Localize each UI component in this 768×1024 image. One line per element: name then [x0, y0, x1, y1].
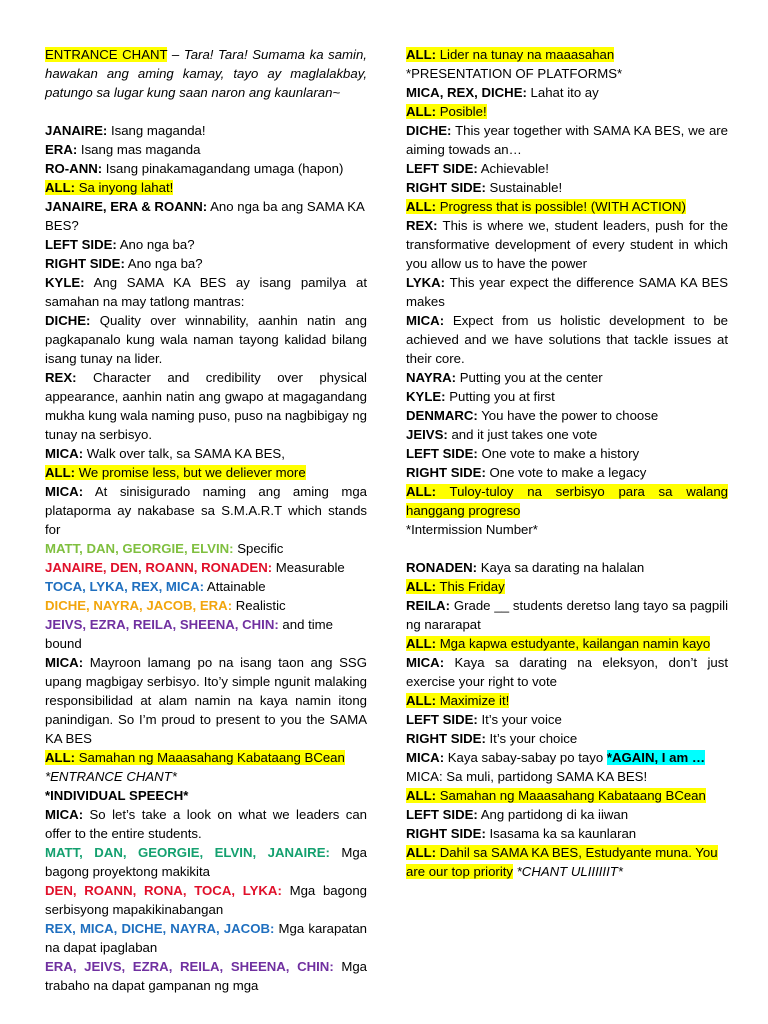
script-line	[406, 729, 728, 748]
speaker-label: ALL:	[406, 693, 437, 708]
line-text: This is where we, student leaders, push for the transformative development of every student in which you allow us to have the power	[406, 218, 728, 271]
script-line	[406, 520, 728, 539]
script-line	[45, 254, 367, 273]
line-text: Dahil sa SAMA KA BES, Estudyante muna. You are our top priority	[406, 845, 718, 879]
script-line	[406, 748, 728, 767]
blank-line	[406, 539, 728, 558]
left-column	[45, 45, 367, 995]
speaker-label: REX, MICA, DICHE, NAYRA, JACOB:	[45, 921, 275, 936]
script-line	[406, 786, 728, 805]
speaker-label: DICHE:	[406, 123, 452, 138]
line-text: At sinisigurado naming ang aming mga plataporma ay nakabase sa S.M.A.R.T which stands for	[45, 484, 367, 537]
line-text: Walk over talk, sa SAMA KA BES,	[83, 446, 285, 461]
line-text: and it just takes one vote	[447, 427, 598, 442]
script-line	[45, 748, 367, 767]
line-text: We promise less, but we deliever more	[75, 465, 306, 480]
script-line	[45, 140, 367, 159]
speaker-label: ALL:	[406, 636, 437, 651]
line-text: Lahat ito ay	[526, 85, 599, 100]
script-line	[406, 121, 728, 159]
speaker-label: NAYRA:	[406, 370, 457, 385]
line-text: Isasama ka sa kaunlaran	[485, 826, 637, 841]
line-text: Attainable	[204, 579, 266, 594]
line-text: Mga kapwa estudyante, kailangan namin kayo	[436, 636, 711, 651]
line-text: One vote to make a legacy	[485, 465, 647, 480]
line-text: –	[167, 47, 184, 62]
line-text: Ang partidong di ka iiwan	[477, 807, 629, 822]
line-text: ENTRANCE CHANT	[45, 47, 168, 62]
speaker-label: DEN, ROANN, RONA, TOCA, LYKA:	[45, 883, 282, 898]
script-line	[45, 786, 367, 805]
script-line	[45, 558, 367, 577]
line-text: This year expect the difference SAMA KA BES makes	[406, 275, 728, 309]
line-text: Maximize it!	[436, 693, 510, 708]
script-line	[45, 235, 367, 254]
line-text: Sustainable!	[485, 180, 563, 195]
script-line	[45, 368, 367, 444]
script-line	[406, 387, 728, 406]
line-text: It’s your voice	[477, 712, 562, 727]
line-text: Character and credibility over physical appearance, aanhin natin ang gwapo at magagandang mukha kung wala naming puso, puso na nagbibigay ng tunay na serbisyo.	[45, 370, 367, 442]
line-text: Putting you at the center	[456, 370, 603, 385]
line-text: Measurable	[272, 560, 345, 575]
line-text: So let’s take a look on what we leaders can offer to the entire students.	[45, 807, 367, 841]
script-line	[45, 197, 367, 235]
speaker-label: RIGHT SIDE:	[45, 256, 125, 271]
line-text: It’s your choice	[485, 731, 578, 746]
script-line	[406, 45, 728, 64]
blank-line	[45, 102, 367, 121]
speaker-label: RO-ANN:	[45, 161, 103, 176]
speaker-label: MICA, REX, DICHE:	[406, 85, 527, 100]
speaker-label: JANAIRE:	[45, 123, 108, 138]
script-line	[45, 615, 367, 653]
line-text: Lider na tunay na maaasahan	[436, 47, 615, 62]
line-text: This Friday	[436, 579, 505, 594]
speaker-label: REX:	[406, 218, 438, 233]
line-text: Samahan ng Maaasahang Kabataang BCean	[75, 750, 345, 765]
script-line	[406, 311, 728, 368]
speaker-label: KYLE:	[406, 389, 446, 404]
speaker-label: RIGHT SIDE:	[406, 826, 486, 841]
script-line	[45, 919, 367, 957]
speaker-label: ALL:	[45, 465, 76, 480]
script-line	[406, 577, 728, 596]
script-line	[406, 273, 728, 311]
line-text: Quality over winnability, aanhin natin ang pagkapanalo kung wala naman tayong kalidad bilang isang tunay na lider.	[45, 313, 367, 366]
line-text: MICA: Sa muli, partidong SAMA KA BES!	[406, 769, 648, 784]
script-line	[406, 767, 728, 786]
line-text: This year together with SAMA KA BES, we are aiming towads an…	[406, 123, 728, 157]
line-text: Isang maganda!	[107, 123, 206, 138]
line-text: Grade __ students deretso lang tayo sa pagpili ng nararapat	[406, 598, 728, 632]
speaker-label: LYKA:	[406, 275, 446, 290]
speaker-label: ALL:	[406, 199, 437, 214]
line-text: Isang pinakamagandang umaga (hapon)	[102, 161, 344, 176]
script-line	[406, 216, 728, 273]
line-text: *ENTRANCE CHANT*	[45, 769, 177, 784]
script-line	[45, 653, 367, 748]
line-text: Ano nga ba ang SAMA KA BES?	[45, 199, 365, 233]
line-text: You have the power to choose	[477, 408, 659, 423]
line-text: Posible!	[436, 104, 487, 119]
script-line	[406, 805, 728, 824]
speaker-label: TOCA, LYKA, REX, MICA:	[45, 579, 204, 594]
speaker-label: MICA:	[406, 313, 445, 328]
script-line	[45, 805, 367, 843]
script-line	[406, 425, 728, 444]
script-line	[406, 596, 728, 634]
speaker-label: RIGHT SIDE:	[406, 465, 486, 480]
speaker-label: JEIVS:	[406, 427, 448, 442]
script-line	[45, 577, 367, 596]
script-line	[45, 273, 367, 311]
script-line	[45, 482, 367, 539]
speaker-label: *AGAIN, I am …	[606, 750, 706, 765]
script-line	[406, 368, 728, 387]
script-line	[406, 824, 728, 843]
script-line	[406, 482, 728, 520]
script-line	[406, 406, 728, 425]
speaker-label: LEFT SIDE:	[406, 446, 478, 461]
script-line	[406, 83, 728, 102]
line-text: Mga karapatan na dapat ipaglaban	[45, 921, 368, 955]
script-line	[45, 121, 367, 140]
line-text: Mga bagong proyektong makikita	[45, 845, 367, 879]
line-text: Realistic	[232, 598, 286, 613]
script-line	[406, 197, 728, 216]
speaker-label: MATT, DAN, GEORGIE, ELVIN, JANAIRE:	[45, 845, 330, 860]
speaker-label: ALL:	[45, 750, 76, 765]
speaker-label: DICHE:	[45, 313, 91, 328]
script-line	[45, 311, 367, 368]
line-text: Specific	[233, 541, 284, 556]
speaker-label: ALL:	[406, 845, 437, 860]
script-line	[45, 957, 367, 995]
speaker-label: MICA:	[45, 484, 84, 499]
speaker-label: ALL:	[406, 484, 437, 499]
speaker-label: JEIVS, EZRA, REILA, SHEENA, CHIN:	[45, 617, 279, 632]
line-text: and time bound	[45, 617, 333, 651]
speaker-label: RIGHT SIDE:	[406, 180, 486, 195]
speaker-label: MICA:	[406, 750, 445, 765]
speaker-label: DENMARC:	[406, 408, 478, 423]
script-line	[406, 102, 728, 121]
speaker-label: LEFT SIDE:	[406, 712, 478, 727]
speaker-label: JANAIRE, DEN, ROANN, RONADEN:	[45, 560, 273, 575]
script-line	[406, 444, 728, 463]
line-text: Tara! Tara! Sumama ka samin, hawakan ang aming kamay, tayo ay maglalakbay, patungo sa lugar kung saan naron ang kaunlaran~	[45, 47, 367, 100]
line-text: Ano nga ba?	[124, 256, 203, 271]
script-line	[406, 843, 728, 881]
speaker-label: ALL:	[406, 104, 437, 119]
speaker-label: DICHE, NAYRA, JACOB, ERA:	[45, 598, 233, 613]
script-line	[406, 159, 728, 178]
speaker-label: MICA:	[45, 446, 84, 461]
script-line	[406, 710, 728, 729]
line-text: Expect from us holistic development to be achieved and we have solutions that tackle issues at their core.	[406, 313, 728, 366]
line-text: Mga trabaho na dapat gampanan ng mga	[45, 959, 367, 993]
speaker-label: REILA:	[406, 598, 450, 613]
script-line	[45, 539, 367, 558]
line-text: Samahan ng Maaasahang Kabataang BCean	[436, 788, 706, 803]
speaker-label: JANAIRE, ERA & ROANN:	[45, 199, 208, 214]
speaker-label: MATT, DAN, GEORGIE, ELVIN:	[45, 541, 234, 556]
speaker-label: MICA:	[45, 807, 84, 822]
speaker-label: ALL:	[406, 47, 437, 62]
speaker-label: RONADEN:	[406, 560, 478, 575]
line-text: Tuloy-tuloy na serbisyo para sa walang hanggang progreso	[406, 484, 728, 518]
speaker-label: LEFT SIDE:	[406, 161, 478, 176]
script-line	[406, 691, 728, 710]
script-line	[406, 178, 728, 197]
script-line	[45, 178, 367, 197]
script-line	[45, 463, 367, 482]
line-text: Achievable!	[477, 161, 549, 176]
script-line	[45, 444, 367, 463]
line-text: Progress that is possible! (WITH ACTION)	[436, 199, 686, 214]
line-text: Isang mas maganda	[77, 142, 201, 157]
speaker-label: ERA, JEIVS, EZRA, REILA, SHEENA, CHIN:	[45, 959, 334, 974]
speaker-label: ALL:	[406, 788, 437, 803]
line-text: Putting you at first	[445, 389, 555, 404]
line-text: Kaya sabay-sabay po tayo	[444, 750, 607, 765]
speaker-label: RIGHT SIDE:	[406, 731, 486, 746]
script-line	[406, 64, 728, 83]
speaker-label: ERA:	[45, 142, 78, 157]
line-text: Ang SAMA KA BES ay isang pamilya at samahan na may tatlong mantras:	[45, 275, 367, 309]
script-line	[45, 159, 367, 178]
speaker-label: ALL:	[406, 579, 437, 594]
speaker-label: REX:	[45, 370, 77, 385]
speaker-label: ALL:	[45, 180, 76, 195]
script-line	[45, 596, 367, 615]
script-line	[45, 45, 367, 102]
script-line	[406, 653, 728, 691]
speaker-label: KYLE:	[45, 275, 85, 290]
line-text: *PRESENTATION OF PLATFORMS*	[406, 66, 623, 81]
line-text: Mga bagong serbisyong mapakikinabangan	[45, 883, 367, 917]
line-text: Sa inyong lahat!	[75, 180, 174, 195]
speaker-label: MICA:	[45, 655, 84, 670]
script-line	[45, 767, 367, 786]
speaker-label: LEFT SIDE:	[45, 237, 117, 252]
line-text: One vote to make a history	[477, 446, 640, 461]
script-line	[406, 558, 728, 577]
line-text: Mayroon lamang po na isang taon ang SSG upang magbigay serbisyo. Ito’y simple ngunit malaking responsibilidad at alam namin na kaya namin itong panindigan. So I’m proud to present to you the SAMA KA BES	[45, 655, 367, 746]
speaker-label: MICA:	[406, 655, 445, 670]
script-line	[406, 634, 728, 653]
line-text: *CHANT ULIIIIIIT*	[513, 864, 623, 879]
speaker-label: *INDIVIDUAL SPEECH*	[45, 788, 189, 803]
script-line	[406, 463, 728, 482]
speaker-label: LEFT SIDE:	[406, 807, 478, 822]
script-line	[45, 881, 367, 919]
line-text: Ano nga ba?	[116, 237, 195, 252]
line-text: Kaya sa darating na eleksyon, don’t just exercise your right to vote	[406, 655, 728, 689]
script-line	[45, 843, 367, 881]
line-text: *Intermission Number*	[406, 522, 538, 537]
right-column	[406, 45, 728, 881]
line-text: Kaya sa darating na halalan	[477, 560, 645, 575]
